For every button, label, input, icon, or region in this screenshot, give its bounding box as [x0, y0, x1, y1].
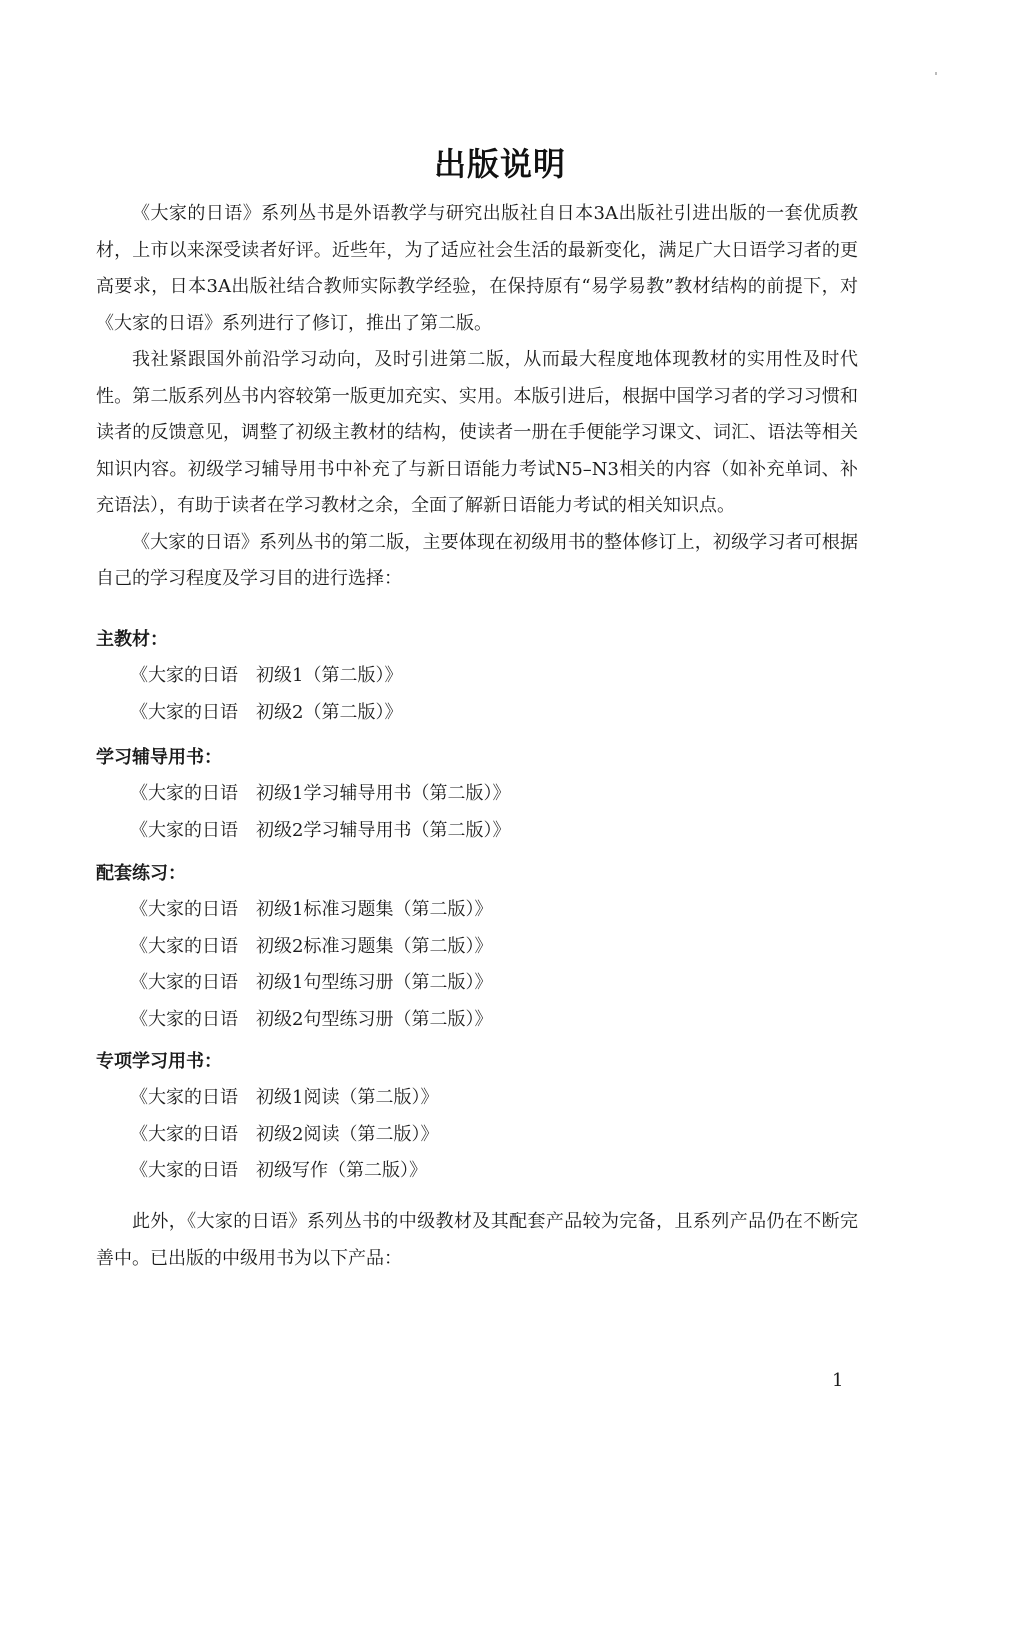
section-heading: 学习辅导用书： — [96, 747, 222, 768]
paragraph-closing: 此外，《大家的日语》系列丛书的中级教材及其配套产品较为完备，且系列产品仍在不断完善中。已出版的中级用书为以下产品： — [96, 1211, 858, 1269]
page-number: 1 — [832, 1370, 844, 1391]
book-item: 《大家的日语 初级2标准习题集（第二版）》 — [130, 935, 493, 957]
section-specialized-books — [96, 1044, 858, 1190]
section-heading: 主教材： — [96, 629, 168, 650]
book-item: 《大家的日语 初级2句型练习册（第二版）》 — [130, 1008, 493, 1030]
paragraph-selection: 《大家的日语》系列丛书的第二版，主要体现在初级用书的整体修订上，初级学习者可根据自己的学习程度及学习目的进行选择： — [96, 531, 858, 589]
book-list — [96, 892, 858, 1038]
closing-text — [96, 1204, 858, 1277]
section-exercises — [96, 856, 858, 1038]
book-item: 《大家的日语 初级2（第二版）》 — [130, 701, 403, 723]
scan-speck — [935, 72, 937, 75]
book-list — [96, 658, 858, 731]
paragraph-intro: 《大家的日语》系列丛书是外语教学与研究出版社自日本3A出版社引进出版的一套优质教材，上市以来深受读者好评。近些年，为了适应社会生活的最新变化，满足广大日语学习者的更高要求，日本3A出版社结合教师实际教学经验，在保持原有“易学易教”教材结构的前提下，对《大家的日语》系列进行了修订，推出了第二版。 — [96, 203, 858, 334]
book-list — [96, 776, 858, 849]
book-item: 《大家的日语 初级1阅读（第二版）》 — [130, 1087, 439, 1108]
book-item: 《大家的日语 初级1标准习题集（第二版）》 — [130, 899, 493, 920]
section-heading: 配套练习： — [96, 863, 186, 884]
book-item: 《大家的日语 初级2阅读（第二版）》 — [130, 1123, 439, 1145]
section-study-guides — [96, 740, 858, 849]
book-item: 《大家的日语 初级1句型练习册（第二版）》 — [130, 972, 493, 993]
book-item: 《大家的日语 初级写作（第二版）》 — [130, 1160, 427, 1181]
book-list — [96, 1080, 858, 1190]
book-item: 《大家的日语 初级1（第二版）》 — [130, 665, 403, 686]
book-item: 《大家的日语 初级1学习辅导用书（第二版）》 — [130, 783, 511, 804]
section-heading: 专项学习用书： — [96, 1051, 222, 1072]
page-title: 出版说明 — [433, 145, 566, 184]
paragraph-second-edition: 我社紧跟国外前沿学习动向，及时引进第二版，从而最大程度地体现教材的实用性及时代性。第二版系列丛书内容较第一版更加充实、实用。本版引进后，根据中国学习者的学习习惯和读者的反馈意见，调整了初级主教材的结构，使读者一册在手便能学习课文、词汇、语法等相关知识内容。初级学习辅导用书中补充了与新日语能力考试N5–N3相关的内容（如补充单词、补充语法），有助于读者在学习教材之余，全面了解新日语能力考试的相关知识点。 — [96, 349, 858, 516]
intro-text — [96, 196, 858, 598]
section-main-textbooks — [96, 622, 858, 731]
book-item: 《大家的日语 初级2学习辅导用书（第二版）》 — [130, 819, 511, 841]
